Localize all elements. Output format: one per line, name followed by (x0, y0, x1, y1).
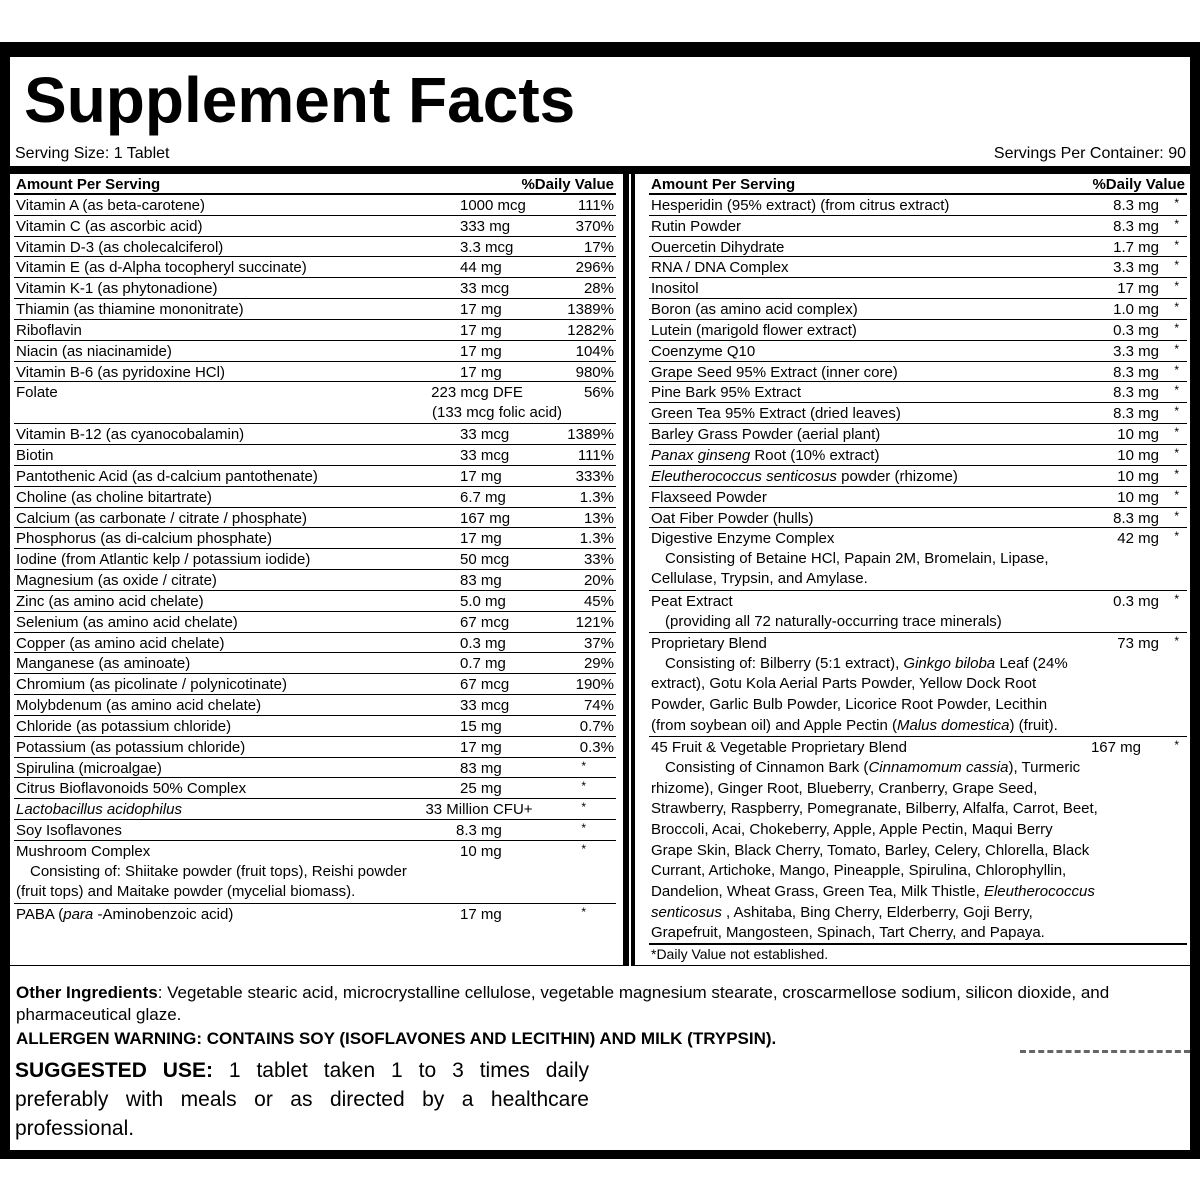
table-row (14, 591, 616, 612)
fruit-line-9: Grapefruit, Mangosteen, Spinach, Tart Cherry, and Papaya. (651, 923, 1045, 941)
nutrient-dv: 37% (583, 634, 614, 652)
eleuthero-post: powder (rhizome) (836, 467, 958, 485)
table-row (649, 320, 1187, 341)
nutrient-dv: * (1174, 737, 1179, 752)
left-nutrient-table (14, 174, 616, 924)
nutrient-name: Biotin (16, 446, 54, 464)
nutrient-dv: 333% (575, 467, 614, 485)
nutrient-name: Vitamin A (as beta-carotene) (16, 196, 205, 214)
nutrient-name: Inositol (651, 280, 699, 298)
panax-post: Root (10% extract) (750, 446, 880, 464)
prop-l4b: ) (fruit). (1009, 716, 1058, 734)
suggested-use (15, 1056, 589, 1143)
nutrient-amount: 17 mg (460, 905, 502, 923)
nutrient-amount: 17 mg (1117, 280, 1159, 298)
nutrient-amount: 10 mg (1117, 446, 1159, 464)
nutrient-amount: 3.3 mg (1113, 259, 1159, 277)
header-amount-per-serving: Amount Per Serving (651, 176, 796, 193)
suggested-use-label: SUGGESTED USE: (15, 1059, 213, 1082)
nutrient-amount: 333 mg (460, 217, 511, 235)
nutrient-name: Grape Seed 95% Extract (inner core) (651, 363, 898, 381)
suggested-use-text: 1 tablet taken 1 to 3 times daily preferably with meals or as directed by a healthcare professional. (15, 1059, 589, 1140)
nutrient-dv: * (1174, 341, 1179, 356)
nutrient-name: Oat Fiber Powder (hulls) (651, 509, 814, 527)
paba-post: -Aminobenzoic acid) (93, 905, 234, 923)
table-row (14, 508, 616, 529)
fruit-line-8 (651, 904, 1033, 921)
nutrient-amount: 10 mg (1117, 467, 1159, 485)
nutrient-dv: * (581, 800, 586, 815)
nutrient-name: Vitamin E (as d-Alpha tocopheryl succinate) (16, 259, 307, 277)
nutrient-dv: 296% (575, 259, 614, 277)
nutrient-amount: 1.0 mg (1113, 301, 1159, 319)
nutrient-amount: 17 mg (460, 530, 502, 548)
table-row (649, 382, 1187, 403)
nutrient-amount: 42 mg (1117, 530, 1159, 548)
table-row (14, 758, 616, 779)
nutrient-dv: 1.3% (579, 488, 614, 506)
nutrient-name: Lutein (marigold flower extract) (651, 321, 857, 339)
nutrient-name: Lactobacillus acidophilus (16, 801, 182, 819)
nutrient-dv: 111% (577, 446, 614, 464)
table-row (14, 716, 616, 737)
nutrient-name: Choline (as choline bitartrate) (16, 488, 212, 506)
table-row-panax (649, 445, 1187, 466)
nutrient-name: Coenzyme Q10 (651, 342, 756, 360)
table-row-paba (14, 904, 616, 925)
nutrient-amount: 17 mg (460, 467, 502, 485)
nutrient-dv: * (1174, 425, 1179, 440)
nutrient-name: Riboflavin (16, 321, 82, 339)
nutrient-name: Peat Extract (651, 592, 733, 610)
nutrient-dv: 0.7% (579, 717, 614, 735)
table-row (14, 341, 616, 362)
nutrient-name: Thiamin (as thiamine mononitrate) (16, 301, 244, 319)
nutrient-name: Pantothenic Acid (as d-calcium pantothenate) (16, 467, 318, 485)
nutrient-dv: 1282% (567, 321, 614, 339)
nutrient-amount: 1.7 mg (1113, 238, 1159, 256)
table-row (649, 341, 1187, 362)
nutrient-name: Vitamin B-6 (as pyridoxine HCl) (16, 363, 225, 381)
nutrient-dv: 111% (577, 196, 614, 214)
table-row-peat (649, 591, 1187, 633)
nutrient-name: Digestive Enzyme Complex (651, 530, 835, 548)
table-row-proprietary-blend (649, 633, 1187, 737)
nutrient-name: Hesperidin (95% extract) (from citrus extract) (651, 196, 950, 214)
table-row (14, 653, 616, 674)
digestive-sub-2: Cellulase, Trypsin, and Amylase. (651, 570, 868, 588)
table-row-lactobacillus (14, 799, 616, 820)
table-header (649, 174, 1187, 195)
nutrient-name: Chromium (as picolinate / polynicotinate) (16, 676, 287, 694)
table-row (14, 362, 616, 383)
nutrient-name: Citrus Bioflavonoids 50% Complex (16, 780, 247, 798)
table-row (649, 257, 1187, 278)
nutrient-dv: * (581, 821, 586, 836)
nutrient-amount: 0.7 mg (460, 655, 506, 673)
nutrient-dv: * (1174, 591, 1179, 606)
prop-l1b: Leaf (24% (995, 654, 1068, 672)
servings-per-container: Servings Per Container: 90 (993, 145, 1186, 162)
nutrient-name: Mushroom Complex (16, 843, 151, 860)
table-row (14, 487, 616, 508)
nutrient-dv: * (581, 779, 586, 794)
table-row (14, 445, 616, 466)
nutrient-dv: * (1174, 216, 1179, 231)
nutrient-amount: 5.0 mg (460, 592, 506, 610)
nutrient-name: Copper (as amino acid chelate) (16, 634, 225, 652)
nutrient-dv: 0.3% (579, 738, 614, 756)
nutrient-amount: 0.3 mg (460, 634, 506, 652)
table-row (649, 299, 1187, 320)
nutrient-name: Manganese (as aminoate) (16, 655, 191, 673)
nutrient-dv: 121% (575, 613, 614, 631)
nutrient-name: Pine Bark 95% Extract (651, 384, 802, 402)
table-row (649, 278, 1187, 299)
nutrient-amount: 83 mg (460, 572, 502, 590)
table-row (14, 466, 616, 487)
nutrient-name: RNA / DNA Complex (651, 259, 789, 277)
table-row (649, 508, 1187, 529)
nutrient-amount: 10 mg (1117, 488, 1159, 506)
nutrient-amount: 17 mg (460, 321, 502, 339)
nutrient-dv: 45% (583, 592, 614, 610)
nutrient-amount: 8.3 mg (456, 822, 502, 840)
fruit-line-1 (665, 759, 1080, 776)
table-row-digestive (649, 528, 1187, 591)
paba-italic: para (63, 905, 94, 923)
nutrient-dv: 17% (583, 238, 614, 256)
table-row-mushroom (14, 841, 616, 904)
table-row (14, 216, 616, 237)
dashed-mark (1020, 1050, 1190, 1056)
fruit-l8-italic: senticosus (651, 903, 722, 921)
nutrient-amount: 6.7 mg (460, 488, 506, 506)
nutrient-amount: 3.3 mg (1113, 342, 1159, 360)
fruit-l7-italic: Eleutherococcus (983, 882, 1095, 900)
allergen-warning: ALLERGEN WARNING: CONTAINS SOY (ISOFLAVONES AND LECITHIN) AND MILK (TRYPSIN). (16, 1029, 777, 1048)
nutrient-name: Vitamin B-12 (as cyanocobalamin) (16, 426, 245, 444)
table-row (14, 299, 616, 320)
prop-l4a: (from soybean oil) and Apple Pectin ( (651, 716, 897, 734)
table-row (649, 362, 1187, 383)
other-ingredients (16, 982, 1116, 1026)
table-row (649, 487, 1187, 508)
nutrient-dv: 28% (583, 280, 614, 298)
table-row (14, 633, 616, 654)
eleuthero-italic: Eleutherococcus senticosus (651, 467, 837, 485)
nutrient-dv: 190% (575, 676, 614, 694)
table-row (649, 237, 1187, 258)
fruit-line-6: Currant, Artichoke, Mango, Pineapple, Spirulina, Chlorophyllin, (651, 861, 1067, 879)
fruit-l1a: Consisting of Cinnamon Bark ( (665, 758, 869, 776)
table-row (14, 737, 616, 758)
table-row (649, 403, 1187, 424)
fruit-line-3: Strawberry, Raspberry, Pomegranate, Bilberry, Alfalfa, Carrot, Beet, (651, 799, 1098, 817)
nutrient-amount: 17 mg (460, 301, 502, 319)
nutrient-name: Green Tea 95% Extract (dried leaves) (651, 405, 901, 423)
nutrient-dv: 104% (575, 342, 614, 360)
table-row (14, 320, 616, 341)
panax-italic: Panax ginseng (651, 446, 751, 464)
nutrient-amount: 83 mg (460, 759, 502, 777)
nutrient-dv: * (1174, 237, 1179, 252)
nutrient-amount: 33 mcg (460, 446, 510, 464)
nutrient-name: Vitamin C (as ascorbic acid) (16, 217, 203, 235)
nutrient-amount: 44 mg (460, 259, 502, 277)
nutrient-amount: 8.3 mg (1113, 363, 1159, 381)
header-daily-value: %Daily Value (521, 176, 614, 193)
prop-l1a: Consisting of: Bilberry (5:1 extract), (665, 654, 904, 672)
other-ingredients-text: : Vegetable stearic acid, microcrystalline cellulose, vegetable magnesium stearate, croscarmellose sodium, silicon dioxide, and pharmaceutical glaze. (16, 983, 1110, 1024)
nutrient-name: Flaxseed Powder (651, 488, 767, 506)
nutrient-dv: * (1174, 320, 1179, 335)
nutrient-dv: * (1174, 300, 1179, 315)
nutrient-dv: * (1174, 404, 1179, 419)
nutrient-dv: * (1174, 487, 1179, 502)
nutrient-name: Proprietary Blend (651, 634, 767, 652)
serving-size: Serving Size: 1 Tablet (15, 145, 170, 162)
table-row (649, 424, 1187, 445)
column-divider-gap (629, 174, 631, 966)
nutrient-amount: 8.3 mg (1113, 509, 1159, 527)
prop-line-2: extract), Gotu Kola Aerial Parts Powder, Yellow Dock Root (651, 674, 1037, 692)
nutrient-dv: 29% (583, 655, 614, 673)
nutrient-name: Calcium (as carbonate / citrate / phosphate) (16, 509, 307, 527)
table-row (14, 278, 616, 299)
nutrient-name: Potassium (as potassium chloride) (16, 738, 246, 756)
nutrient-amount: 33 Million CFU+ (425, 801, 533, 819)
nutrient-name: Spirulina (microalgae) (16, 759, 162, 777)
table-row (14, 528, 616, 549)
fruit-line-7 (651, 883, 1095, 900)
fruit-line-5: Grape Skin, Black Cherry, Tomato, Barley, Celery, Chlorella, Black (651, 841, 1090, 859)
fruit-l1-italic: Cinnamomum cassia (868, 758, 1009, 776)
footnote: *Daily Value not established. (651, 945, 829, 962)
table-row (14, 549, 616, 570)
nutrient-amount: 50 mcg (460, 551, 510, 569)
table-row (14, 695, 616, 716)
fruit-line-2: rhizome), Ginger Root, Blueberry, Cranberry, Grape Seed, (651, 779, 1038, 797)
table-row (14, 195, 616, 216)
nutrient-amount: 17 mg (460, 738, 502, 756)
nutrient-amount: 1000 mcg (460, 196, 526, 214)
nutrient-dv: * (1174, 445, 1179, 460)
nutrient-dv: * (1174, 279, 1179, 294)
nutrient-name: Phosphorus (as di-calcium phosphate) (16, 530, 272, 548)
nutrient-dv: 56% (583, 384, 614, 402)
nutrient-name: Soy Isoflavones (16, 822, 122, 840)
nutrient-amount: 8.3 mg (1113, 384, 1159, 402)
fruit-l7a: Dandelion, Wheat Grass, Green Tea, Milk Thistle, (651, 882, 984, 900)
nutrient-amount: 8.3 mg (1113, 196, 1159, 214)
other-ingredients-label: Other Ingredients (16, 983, 158, 1002)
paba-pre: PABA ( (16, 905, 64, 923)
nutrient-dv: 33% (583, 551, 614, 569)
nutrient-dv: 1389% (567, 301, 614, 319)
bottom-section (10, 966, 1190, 1150)
nutrient-name: Iodine (from Atlantic kelp / potassium iodide) (16, 551, 311, 569)
nutrient-amount: 167 mg (460, 509, 511, 527)
nutrient-name: Folate (16, 384, 58, 402)
nutrient-amount: 73 mg (1117, 634, 1159, 652)
fruit-line-4: Broccoli, Acai, Chokeberry, Apple, Apple Pectin, Maqui Berry (651, 820, 1053, 838)
nutrient-name: Ouercetin Dihydrate (651, 238, 785, 256)
folate-sub: (133 mcg folic acid) (432, 404, 563, 422)
digestive-sub-1: Consisting of Betaine HCl, Papain 2M, Bromelain, Lipase, (665, 550, 1049, 568)
table-row (14, 674, 616, 695)
prop-l4-italic: Malus domestica (896, 716, 1010, 734)
nutrient-dv: 13% (583, 509, 614, 527)
header-amount-per-serving: Amount Per Serving (16, 176, 161, 193)
page-title: Supplement Facts (24, 64, 576, 136)
table-header (14, 174, 616, 195)
nutrient-name: Barley Grass Powder (aerial plant) (651, 426, 881, 444)
nutrient-dv: * (1174, 529, 1179, 544)
nutrient-amount: 17 mg (460, 342, 502, 360)
nutrient-dv: 74% (583, 697, 614, 715)
thick-rule (10, 166, 1190, 174)
nutrient-amount: 17 mg (460, 363, 502, 381)
prop-line-3: Powder, Garlic Bulb Powder, Licorice Root Powder, Lecithin (651, 695, 1048, 713)
nutrient-name: Boron (as amino acid complex) (651, 301, 858, 319)
table-row (14, 612, 616, 633)
nutrient-dv: * (1174, 633, 1179, 648)
nutrient-amount: 33 mcg (460, 280, 510, 298)
nutrient-name: Selenium (as amino acid chelate) (16, 613, 238, 631)
nutrient-dv: * (1174, 383, 1179, 398)
nutrient-dv: * (1174, 195, 1179, 210)
nutrient-name: Zinc (as amino acid chelate) (16, 592, 204, 610)
nutrient-dv: 370% (575, 217, 614, 235)
table-row (649, 195, 1187, 216)
nutrient-dv: 1.3% (579, 530, 614, 548)
nutrient-dv: * (581, 904, 586, 919)
nutrient-amount: 167 mg (1090, 738, 1141, 756)
mushroom-sub-1: Consisting of: Shiitake powder (fruit tops), Reishi powder (30, 863, 407, 880)
nutrient-amount: 67 mcg (460, 676, 510, 694)
nutrient-name: Vitamin K-1 (as phytonadione) (16, 280, 218, 298)
nutrient-amount: 8.3 mg (1113, 217, 1159, 235)
table-row (649, 216, 1187, 237)
nutrient-amount: 3.3 mcg (460, 238, 514, 256)
nutrient-dv: * (1174, 258, 1179, 273)
fruit-l8b: , Ashitaba, Bing Cherry, Elderberry, Goji Berry, (721, 903, 1033, 921)
table-row (14, 570, 616, 591)
nutrient-amount: 25 mg (460, 780, 502, 798)
table-row-soy (14, 820, 616, 841)
nutrient-amount: 0.3 mg (1113, 321, 1159, 339)
prop-line-1 (665, 655, 1068, 672)
table-row (14, 257, 616, 278)
nutrient-amount: 33 mcg (460, 697, 510, 715)
nutrient-name: Chloride (as potassium chloride) (16, 717, 232, 735)
table-row (14, 778, 616, 799)
nutrient-name: Molybdenum (as amino acid chelate) (16, 697, 262, 715)
nutrient-amount: 223 mcg DFE (431, 384, 523, 402)
nutrient-amount: 10 mg (1117, 426, 1159, 444)
nutrient-dv: * (1174, 362, 1179, 377)
nutrient-amount: 33 mcg (460, 426, 510, 444)
table-row-fruit-veg-blend (649, 737, 1187, 945)
right-nutrient-table (649, 174, 1187, 963)
table-row-eleutherococcus (649, 466, 1187, 487)
nutrient-name: Magnesium (as oxide / citrate) (16, 572, 217, 590)
nutrient-amount: 8.3 mg (1113, 405, 1159, 423)
fruit-l1b: ), Turmeric (1008, 758, 1081, 776)
nutrient-dv: * (1174, 508, 1179, 523)
nutrient-name: 45 Fruit & Vegetable Proprietary Blend (651, 738, 907, 756)
peat-sub: (providing all 72 naturally-occurring trace minerals) (665, 612, 1002, 630)
nutrient-dv: 1389% (567, 426, 614, 444)
header-daily-value: %Daily Value (1092, 176, 1185, 193)
nutrient-dv: * (1174, 466, 1179, 481)
prop-line-4 (651, 717, 1058, 734)
table-row (14, 237, 616, 258)
nutrient-dv: 980% (575, 363, 614, 381)
nutrient-dv: 20% (583, 572, 614, 590)
table-row-folate (14, 382, 616, 424)
nutrient-amount: 67 mcg (460, 613, 510, 631)
table-row (14, 424, 616, 445)
nutrient-amount: 0.3 mg (1113, 592, 1159, 610)
nutrient-name: Vitamin D-3 (as cholecalciferol) (16, 238, 224, 256)
prop-l1-italic: Ginkgo biloba (903, 654, 996, 672)
nutrient-name: Rutin Powder (651, 217, 742, 235)
nutrient-dv: * (581, 758, 586, 773)
nutrient-amount: 15 mg (460, 717, 502, 735)
nutrient-amount: 10 mg (460, 843, 502, 860)
nutrient-name: Niacin (as niacinamide) (16, 342, 172, 360)
mushroom-sub-2: (fruit tops) and Maitake powder (mycelial biomass). (16, 883, 356, 900)
nutrient-dv: * (581, 842, 586, 856)
